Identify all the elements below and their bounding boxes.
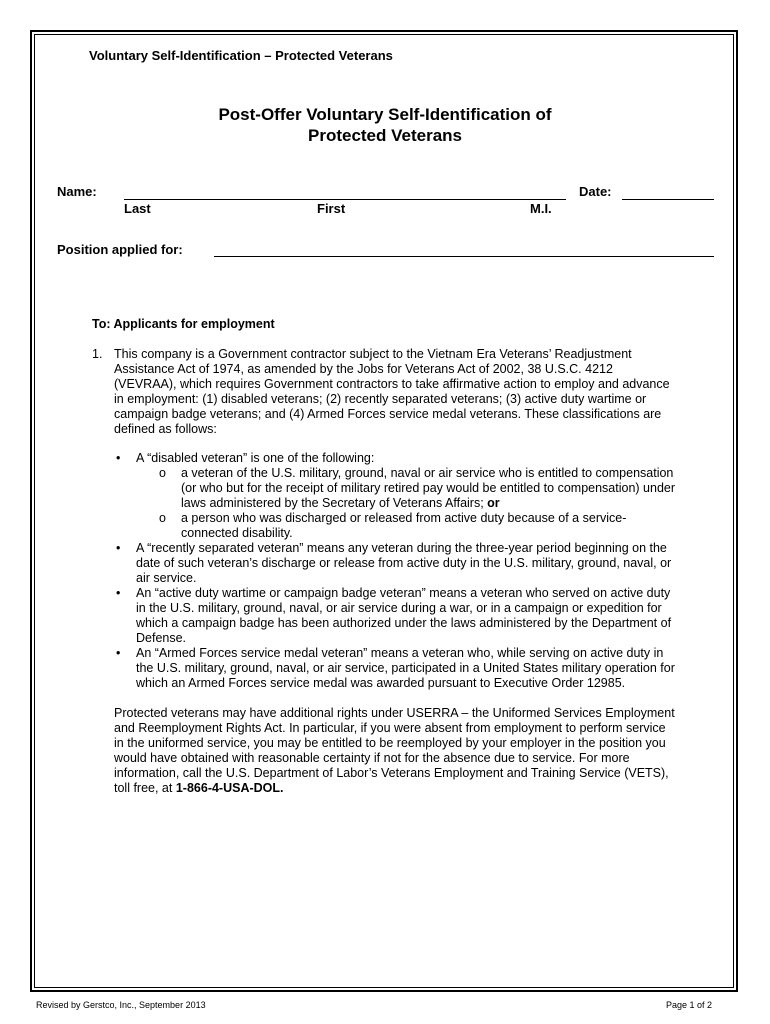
text-line: in the uniformed service, you may be entitled to be reemployed by your employer in the position you (114, 736, 666, 750)
text-line: the U.S. military, ground, naval, or air service, participated in a United States military operation for (136, 661, 675, 675)
sub-bullet-icon: o (159, 511, 166, 525)
text-line: in employment: (1) disabled veterans; (2) recently separated veterans; (3) active duty wartime or (114, 392, 647, 406)
text-line: would have obtained with reasonable certainty if not for the absence due to service. For more (114, 751, 630, 765)
footer-page-number: Page 1 of 2 (665, 1000, 712, 1010)
last-name-label: Last (124, 201, 151, 216)
header-title: Voluntary Self-Identification – Protected Veterans (89, 48, 393, 63)
position-label: Position applied for: (57, 242, 183, 257)
sub-bullet-icon: o (159, 466, 166, 480)
text-line: Assistance Act of 1974, as amended by the Jobs for Veterans Act of 2002, 38 U.S.C. 4212 (114, 362, 613, 376)
text-line: An “Armed Forces service medal veteran” means a veteran who, while serving on active duty in (136, 646, 664, 660)
document-title-line1: Post-Offer Voluntary Self-Identification of (218, 105, 552, 124)
text-line: defined as follows: (114, 422, 217, 436)
text-line: laws administered by the Secretary of Veterans Affairs; or (181, 496, 500, 510)
bullet-icon: • (116, 646, 121, 660)
item-number: 1. (92, 347, 103, 361)
item1-text (114, 347, 670, 437)
position-field[interactable] (214, 256, 714, 257)
text-line: Defense. (136, 631, 187, 645)
bullet3-text (136, 586, 671, 646)
text-line: and Reemployment Rights Act. In particular, if you were absent from employment to perform service (114, 721, 666, 735)
bullet1-text: A “disabled veteran” is one of the following: (136, 451, 375, 465)
or-bold: or (487, 496, 500, 510)
userra-paragraph (114, 706, 675, 796)
first-name-label: First (317, 201, 346, 216)
phone-number: 1-866-4-USA-DOL. (175, 781, 284, 795)
sub2-text (181, 511, 626, 541)
text-line: (or who but for the receipt of military retired pay would be entitled to compensation) under (181, 481, 676, 495)
text-line: a veteran of the U.S. military, ground, naval or air service who is entitled to compensation (181, 466, 674, 480)
text-line: (VEVRAA), which requires Government contractors to take affirmative action to employ and advance (114, 377, 670, 391)
text-line: which a campaign badge has been authorized under the laws administered by the Department of (136, 616, 672, 630)
text-line: in the U.S. military, ground, naval, or air service during a war, or in a campaign or expedition for (136, 601, 662, 615)
document-title-line2: Protected Veterans (307, 126, 462, 145)
text-line: date of such veteran’s discharge or release from active duty in the U.S. military, ground, naval, or (136, 556, 672, 570)
bullet-icon: • (116, 451, 121, 465)
bullet2-text (136, 541, 671, 586)
text-line: connected disability. (181, 526, 293, 540)
text-line: air service. (136, 571, 197, 585)
text-line: toll free, at 1-866-4-USA-DOL. (114, 781, 284, 795)
sub1-text (181, 466, 675, 511)
name-field[interactable] (124, 199, 566, 200)
date-field[interactable] (622, 199, 714, 200)
bullet-icon: • (116, 541, 121, 555)
text-line: This company is a Government contractor subject to the Vietnam Era Veterans’ Readjustment (114, 347, 632, 361)
to-line: To: Applicants for employment (92, 317, 275, 331)
text-line: information, call the U.S. Department of Labor’s Veterans Employment and Training Service (VETS), (114, 766, 669, 780)
bullet4-text (136, 646, 675, 691)
bullet-icon: • (116, 586, 121, 600)
name-label: Name: (57, 184, 97, 199)
text-line: which an Armed Forces service medal was awarded pursuant to Executive Order 12985. (136, 676, 626, 690)
middle-initial-label: M.I. (530, 201, 552, 216)
text-line: Protected veterans may have additional rights under USERRA – the Uniformed Services Employment (114, 706, 675, 720)
footer-revision: Revised by Gerstco, Inc., September 2013 (36, 1000, 206, 1010)
text-line: campaign badge veterans; and (4) Armed Forces service medal veterans. These classifications are (114, 407, 662, 421)
text-line: An “active duty wartime or campaign badge veteran” means a veteran who served on active duty (136, 586, 671, 600)
text-line: a person who was discharged or released from active duty because of a service- (181, 511, 627, 525)
text-line: A “recently separated veteran” means any veteran during the three-year period beginning on the (136, 541, 667, 555)
date-label: Date: (579, 184, 612, 199)
